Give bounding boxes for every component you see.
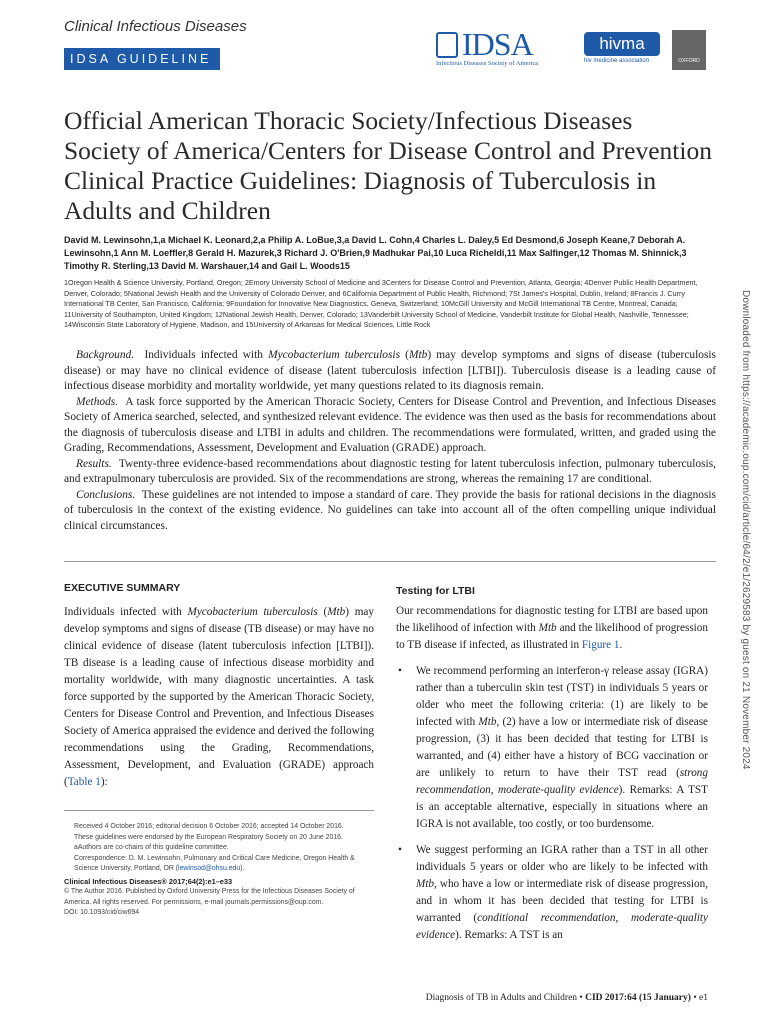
hivma-tagline: hiv medicine association [584,58,650,64]
body-text: ) may develop symptoms and signs of disease (TB disease) or may have no clinical evidence of disease (latent tuberculosis infection [LTBI]). TB disease is a leading cause of infectious disease morbidity and mortality worldwide, with many diagnostic uncertainties. A task force supported by the supported by the American Thoracic Society, Centers for Disease Control and Prevention, and Infectious Diseases Society of America appraised the evidence and derived the following recommendations using the Grading, Recommendations, Assessment, Development, and Evaluation (GRADE) approach ( [64,606,374,788]
body-text: . [619,639,623,651]
abstract-text: Individuals infected with [144,349,269,361]
footnote-received: Received 4 October 2016; editorial decision 6 October 2016; accepted 14 October 2016. [74,823,344,830]
bullet-icon: • [398,665,402,677]
journal-volume: CID 2017:64 (15 January) [585,993,691,1003]
testing-ltbi-body [396,603,708,944]
body-text: ). Remarks: A TST is an [455,929,563,941]
idsa-tagline: Infectious Diseases Society of America [436,60,539,67]
body-text: Mtb [416,878,435,890]
running-title: Diagnosis of TB in Adults and Children [425,993,578,1003]
footnote-cochairs: aAuthors are co-chairs of this guideline committee. [74,844,229,851]
footnotes [64,822,374,919]
body-text: We recommend performing an interferon-γ release assay (IGRA) rather than a tuberculin skin test (TST) in individuals 5 years or older who meet the following criteria: (1) are likely to be infected with [416,665,708,728]
page-footer [426,993,708,1003]
body-text: We suggest performing an IGRA rather than a TST in all other individuals 5 years or older who are likely to be infected with [416,844,708,873]
page-number: e1 [699,993,708,1003]
divider [64,561,716,562]
abstract-background-label: Background. [76,349,135,361]
abstract-text: ( [400,349,409,361]
abstract-results [64,457,716,488]
abstract-text: Mtb [408,349,428,361]
section-heading-testing-ltbi: Testing for LTBI [396,585,475,597]
body-text: conditional recommendation, moderate-quality evidence [416,912,708,941]
table-1-link[interactable]: Table 1 [67,776,101,788]
list-item [396,842,708,944]
abstract-text: A task force supported by the American Thoracic Society, Centers for Disease Control and Prevention, and Infectious Diseases Society of America searched, selected, and synthesized relevant evidence. The evidence was then used as the basis for recommendations about the diagnosis of tuberculosis disease and LTBI in adults and children. The recommendations were formulated, written, and graded using the Grading, Recommendations, Assessment, Development and Evaluation (GRADE) approach. [64,395,716,454]
footnote-correspondence [64,854,374,875]
idsa-logo [436,26,576,70]
abstract-methods [64,395,716,457]
abstract-text: These guidelines are not intended to impose a standard of care. They provide the basis for rational decisions in the diagnosis of tuberculosis in the context of the existing evidence. No guidelines can take into account all of the often compelling unique individual clinical circumstances. [64,488,716,532]
footnote-endorsed: These guidelines were endorsed by the European Respiratory Society on 20 June 2016. [74,833,343,841]
footnote-text: ). [240,865,245,872]
download-note [737,290,753,980]
abstract-text: Twenty-three evidence-based recommendations about diagnostic testing for latent tuberculosis infection, pulmonary tuberculosis, and extrapulmonary tuberculosis are provided. Six of the recommendations are strong, whereas the remaining 17 are conditional. [64,457,716,485]
email-link[interactable]: lewinsod@ohsu.edu [178,865,241,872]
list-item [396,663,708,833]
paragraph [64,604,374,791]
citation: Clinical Infectious Diseases® 2017;64(2):e1–e33 [64,876,233,886]
hivma-logo [584,32,662,70]
guideline-label: IDSA GUIDELINE [64,48,220,70]
abstract-results-label: Results. [76,457,112,470]
copyright: © The Author 2016. Published by Oxford University Press for the Infectious Diseases Society of America. All rights reserved. For permissions, e-mail journals.permissions@oup.com. [64,888,355,906]
affiliations: 1Oregon Health & Science University, Portland, Oregon; 2Emory University School of Medicine and 3Centers for Disease Control and Prevention, Atlanta, Georgia; 4Denver Public Health Department, Denver, Colorado; 5National Jewish Health and the University of Colorado Denver, and 6California Department of Public Health, Richmond; 7St James's Hospital, Dublin, Ireland; 8Francis J. Curry International TB Center, San Francisco, California; 9Foundation for Innovative New Diagnostics, Geneva, Switzerland; 10McGill University and McGill International TB Centre, Montreal, Canada; 11University of Southampton, United Kingdom; 12National Jewish Health, Denver, Colorado; 13Vanderbilt University School of Medicine, Vanderbilt Institute for Global Health, Nashville, Tennessee; 14Wisconsin State Laboratory of Hygiene, Madison, and 15University of Arkansas for Medical Sciences, Little Rock [64,278,698,329]
abstract [64,348,716,534]
body-text: strong recommendation, moderate-quality evidence [416,767,708,796]
separator: • [579,993,583,1003]
divider [64,810,374,811]
footnote-text: Correspondence: D. M. Lewinsohn, Pulmonary and Critical Care Medicine, Oregon Health & Science University, Portland, OR ( [74,854,355,872]
executive-summary-body [64,604,374,791]
article-title: Official American Thoracic Society/Infectious Diseases Society of America/Centers for Disease Control and Prevention Clinical Practice Guidelines: Diagnosis of Tuberculosis in Adults and Children [64,106,712,225]
paragraph [396,603,708,654]
body-text: Mtb [538,622,557,634]
abstract-background [64,348,716,395]
abstract-methods-label: Methods. [76,395,119,408]
doi: DOI: 10.1093/cid/ciw694 [64,909,140,916]
journal-name: Clinical Infectious Diseases [64,18,247,35]
abstract-text: Mycobacterium tuberculosis [268,349,401,361]
body-text: , (2) have a low or intermediate risk of disease progression, (3) it has been decided that testing for LTBI is warranted, and (4) either have a history of BCG vaccination or are unlikely to return to have their TST read ( [416,716,709,779]
body-text: and the likelihood of progression to TB disease if infected, as illustrated in [396,622,708,651]
oxford-logo: OXFORD [672,30,706,70]
download-note-text: Downloaded from https://academic.oup.com/cid/article/64/2/e1/2629583 by guest on 21 November 2024 [740,290,751,770]
body-text: ( [317,606,328,618]
abstract-conclusions [64,488,716,535]
abstract-text: ) may develop symptoms and signs of disease (tuberculosis disease) or may have no clinical evidence of disease (latent tuberculosis infection [LTBI]). Tuberculosis disease is a leading cause of infectious disease morbidity and mortality worldwide, yet many questions related to its diagnosis remain. [64,349,716,392]
body-text: Mtb [478,716,497,728]
figure-1-link[interactable]: Figure 1 [581,639,620,651]
body-text: , who have a low or intermediate risk of disease progression, and in whom it has been decided that testing for LTBI is warranted ( [416,878,708,924]
body-text: Mycobacterium tuberculosis [187,606,318,618]
idsa-seal-icon [436,32,458,58]
author-list: David M. Lewinsohn,1,a Michael K. Leonard,2,a Philip A. LoBue,3,a David L. Cohn,4 Charles L. Daley,5 Ed Desmond,6 Joseph Keane,7 Deborah A. Lewinsohn,1 Ann M. Loeffler,8 Gerald H. Mazurek,3 Richard J. O'Brien,9 Madhukar Pai,10 Luca Richeldi,11 Max Salfinger,12 Thomas M. Shinnick,3 Timothy R. Sterling,13 David M. Warshauer,14 and Gail L. Woods15 [64,235,687,271]
body-text: ): [100,776,108,788]
hivma-logo-text: hivma [584,32,660,56]
abstract-conclusions-label: Conclusions. [76,488,136,501]
bullet-icon: • [398,844,402,856]
body-text: Mtb [327,606,346,618]
separator: • [693,993,697,1003]
body-text: Our recommendations for diagnostic testing for LTBI are based upon the likelihood of infection with [396,605,708,634]
section-heading-executive-summary: EXECUTIVE SUMMARY [64,582,181,594]
body-text: Individuals infected with [64,606,188,618]
body-text: ). Remarks: A TST is an acceptable alternative, especially in situations where an IGRA is not available, too costly, or too burdensome. [416,784,708,830]
idsa-logo-text: IDSA [462,26,533,62]
